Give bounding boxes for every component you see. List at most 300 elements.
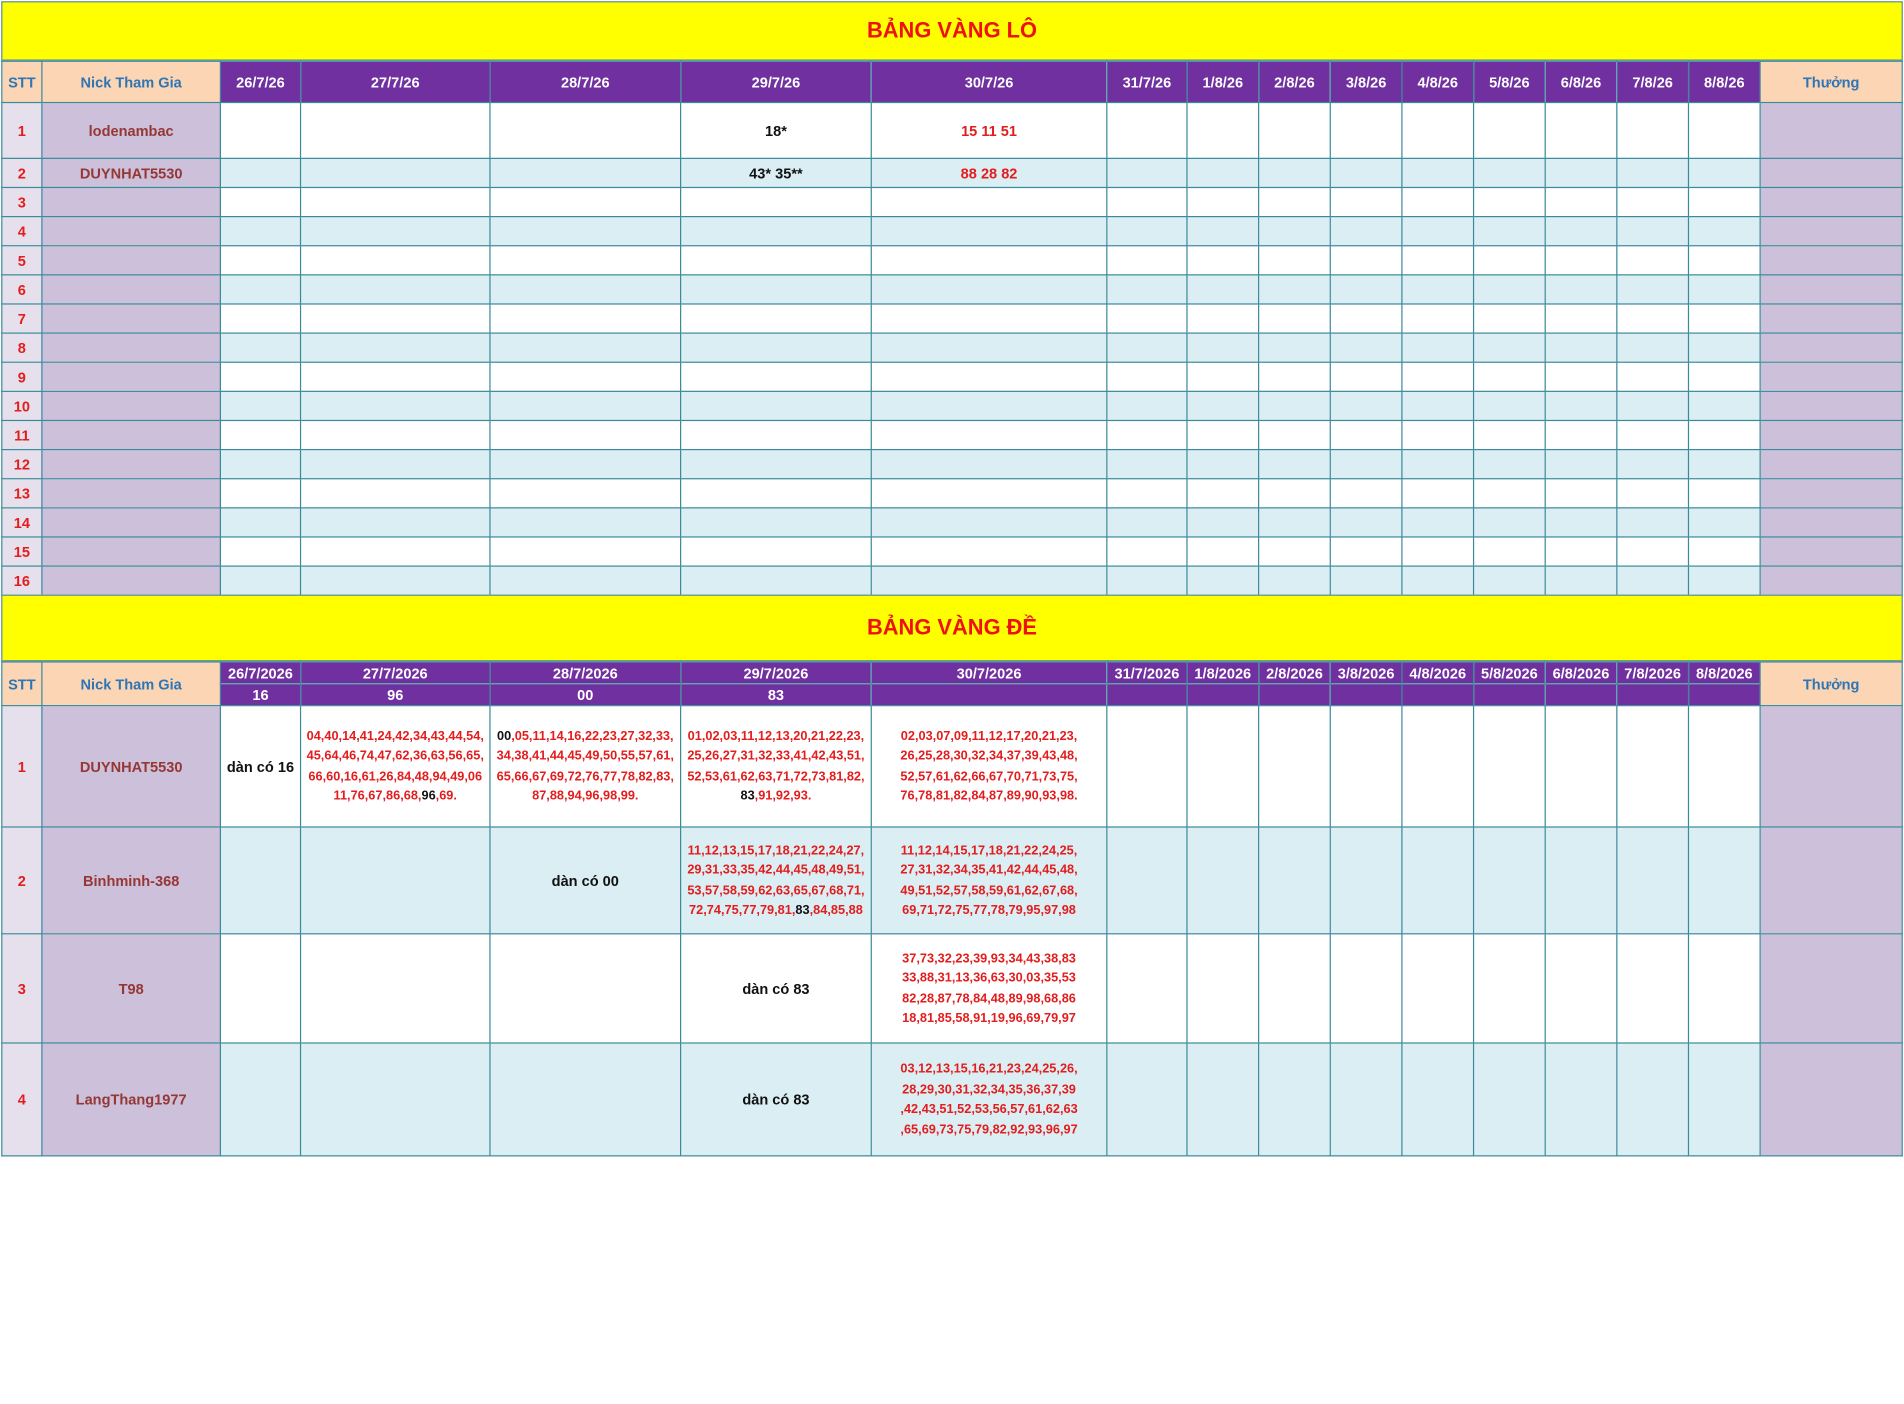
lo-cell[interactable]: [1688, 450, 1760, 479]
lo-cell[interactable]: [1107, 566, 1187, 595]
lo-cell[interactable]: [1107, 450, 1187, 479]
lo-cell[interactable]: [1259, 246, 1331, 275]
lo-cell[interactable]: [871, 362, 1107, 391]
lo-cell[interactable]: [1259, 158, 1331, 187]
lo-cell[interactable]: [1330, 362, 1402, 391]
lo-cell[interactable]: [1330, 537, 1402, 566]
lo-cell[interactable]: [1474, 275, 1546, 304]
lo-cell[interactable]: [681, 304, 872, 333]
lo-cell[interactable]: [1259, 566, 1331, 595]
lo-cell[interactable]: [1617, 275, 1689, 304]
lo-cell[interactable]: [301, 479, 490, 508]
lo-cell[interactable]: [1474, 566, 1546, 595]
lo-cell[interactable]: [490, 420, 681, 449]
lo-cell[interactable]: [1474, 103, 1546, 159]
lo-cell[interactable]: [1187, 391, 1259, 420]
lo-cell[interactable]: [220, 537, 300, 566]
lo-cell[interactable]: [301, 275, 490, 304]
lo-cell[interactable]: [1259, 103, 1331, 159]
lo-cell[interactable]: [1474, 304, 1546, 333]
lo-cell[interactable]: [220, 420, 300, 449]
lo-cell[interactable]: [220, 362, 300, 391]
lo-cell[interactable]: [1402, 391, 1474, 420]
lo-cell[interactable]: [490, 566, 681, 595]
date-header: 4/8/26: [1402, 61, 1474, 102]
de-cell[interactable]: [1187, 1043, 1259, 1156]
lo-cell[interactable]: [871, 508, 1107, 537]
lo-cell[interactable]: [1688, 187, 1760, 216]
de-cell[interactable]: [301, 934, 490, 1043]
lo-cell[interactable]: [1688, 537, 1760, 566]
lo-cell[interactable]: [1330, 333, 1402, 362]
lo-cell[interactable]: [301, 304, 490, 333]
date-header: 31/7/26: [1107, 61, 1187, 102]
de-cell[interactable]: [1402, 706, 1474, 827]
lo-cell[interactable]: [681, 333, 872, 362]
lo-cell[interactable]: [1187, 537, 1259, 566]
lo-cell[interactable]: [1402, 450, 1474, 479]
de-cell[interactable]: [1545, 1043, 1617, 1156]
lo-cell[interactable]: [1330, 479, 1402, 508]
lo-cell[interactable]: [1259, 450, 1331, 479]
lo-cell[interactable]: [1402, 103, 1474, 159]
lo-cell[interactable]: [1107, 537, 1187, 566]
lo-cell[interactable]: [1402, 508, 1474, 537]
lo-cell[interactable]: [1402, 246, 1474, 275]
lo-cell[interactable]: [871, 391, 1107, 420]
lo-cell[interactable]: [1107, 275, 1187, 304]
lo-cell[interactable]: [681, 246, 872, 275]
de-cell[interactable]: [1187, 934, 1259, 1043]
lo-cell[interactable]: [1545, 391, 1617, 420]
lo-cell[interactable]: [871, 187, 1107, 216]
de-cell[interactable]: [1402, 1043, 1474, 1156]
lo-cell[interactable]: [1617, 391, 1689, 420]
de-cell[interactable]: [490, 706, 681, 827]
date-header: 2/8/26: [1259, 61, 1331, 102]
de-cell[interactable]: [871, 706, 1107, 827]
row-number: 8: [2, 333, 42, 362]
de-cell[interactable]: [1330, 827, 1402, 934]
lo-cell[interactable]: [1330, 420, 1402, 449]
lo-cell[interactable]: [871, 246, 1107, 275]
lo-cell[interactable]: [490, 158, 681, 187]
lo-cell[interactable]: [1259, 479, 1331, 508]
lo-cell[interactable]: [1187, 333, 1259, 362]
lo-cell[interactable]: [681, 362, 872, 391]
lo-cell[interactable]: [681, 450, 872, 479]
lo-cell[interactable]: [1330, 508, 1402, 537]
lo-cell[interactable]: [871, 275, 1107, 304]
lo-cell[interactable]: [1402, 158, 1474, 187]
lo-cell[interactable]: [1688, 103, 1760, 159]
de-cell[interactable]: [490, 827, 681, 934]
lo-cell[interactable]: [1474, 333, 1546, 362]
lo-cell[interactable]: [220, 217, 300, 246]
lo-cell[interactable]: [1617, 479, 1689, 508]
de-cell[interactable]: [301, 706, 490, 827]
lo-cell[interactable]: [871, 217, 1107, 246]
lo-cell[interactable]: [1187, 217, 1259, 246]
lo-cell[interactable]: [490, 450, 681, 479]
lo-cell[interactable]: [301, 537, 490, 566]
lo-cell[interactable]: [1402, 333, 1474, 362]
lo-cell[interactable]: [1259, 275, 1331, 304]
lo-cell[interactable]: [681, 537, 872, 566]
lo-cell[interactable]: [681, 479, 872, 508]
lo-cell[interactable]: [1688, 420, 1760, 449]
lo-cell[interactable]: [1617, 217, 1689, 246]
lo-cell[interactable]: [1617, 246, 1689, 275]
de-cell[interactable]: [1259, 706, 1331, 827]
nick-name: [42, 275, 221, 304]
lo-cell[interactable]: [681, 217, 872, 246]
nick-name: Binhminh-368: [42, 827, 221, 934]
de-cell[interactable]: [1688, 706, 1760, 827]
lo-cell[interactable]: [1474, 217, 1546, 246]
lo-cell[interactable]: [1330, 158, 1402, 187]
lo-cell[interactable]: 43* 35**: [681, 158, 872, 187]
de-cell[interactable]: [1474, 1043, 1546, 1156]
lo-cell[interactable]: [1330, 304, 1402, 333]
de-cell[interactable]: [1545, 934, 1617, 1043]
lo-cell[interactable]: [1688, 333, 1760, 362]
lo-cell[interactable]: [871, 304, 1107, 333]
lo-cell[interactable]: 18*: [681, 103, 872, 159]
lo-cell[interactable]: [1259, 187, 1331, 216]
lo-cell[interactable]: [1187, 362, 1259, 391]
lo-cell[interactable]: [1688, 304, 1760, 333]
date-header: 3/8/2026: [1330, 662, 1402, 684]
lo-cell[interactable]: [1617, 103, 1689, 159]
lo-cell[interactable]: [301, 566, 490, 595]
lo-cell[interactable]: [1330, 246, 1402, 275]
lo-cell[interactable]: [1107, 391, 1187, 420]
lo-cell[interactable]: [301, 103, 490, 159]
lo-cell[interactable]: [1330, 391, 1402, 420]
lo-cell[interactable]: [1545, 246, 1617, 275]
de-cell[interactable]: [1330, 706, 1402, 827]
de-cell[interactable]: [490, 934, 681, 1043]
lo-cell[interactable]: [681, 187, 872, 216]
lo-cell[interactable]: [1688, 566, 1760, 595]
lo-cell[interactable]: [1107, 508, 1187, 537]
lo-cell[interactable]: [301, 158, 490, 187]
lo-cell[interactable]: [1402, 537, 1474, 566]
de-cell[interactable]: [681, 1043, 872, 1156]
row-number: 14: [2, 508, 42, 537]
lo-cell[interactable]: [1474, 246, 1546, 275]
lo-cell[interactable]: [681, 391, 872, 420]
lo-cell[interactable]: [220, 508, 300, 537]
de-cell[interactable]: [1107, 706, 1187, 827]
lo-cell[interactable]: [1107, 103, 1187, 159]
lo-cell[interactable]: [1107, 246, 1187, 275]
lo-cell[interactable]: [1474, 362, 1546, 391]
lo-cell[interactable]: [1187, 479, 1259, 508]
lo-cell[interactable]: [681, 566, 872, 595]
nick-name: [42, 391, 221, 420]
lo-cell[interactable]: [681, 420, 872, 449]
lo-cell[interactable]: [1617, 508, 1689, 537]
lo-cell[interactable]: [1545, 566, 1617, 595]
de-cell[interactable]: [220, 934, 300, 1043]
lo-cell[interactable]: [1545, 217, 1617, 246]
lo-cell[interactable]: [1474, 187, 1546, 216]
de-cell[interactable]: [1474, 934, 1546, 1043]
de-cell[interactable]: [1545, 706, 1617, 827]
lo-cell[interactable]: [1107, 304, 1187, 333]
lo-cell[interactable]: [871, 333, 1107, 362]
lo-cell[interactable]: [1402, 566, 1474, 595]
de-cell[interactable]: [1688, 1043, 1760, 1156]
number-line: 04,40,14,41,24,42,34,43,44,54,: [306, 728, 484, 744]
de-cell[interactable]: [220, 827, 300, 934]
lo-cell[interactable]: [1107, 479, 1187, 508]
lo-cell[interactable]: [1688, 362, 1760, 391]
lo-cell[interactable]: 15 11 51: [871, 103, 1107, 159]
de-cell[interactable]: [1688, 827, 1760, 934]
lo-cell[interactable]: [301, 508, 490, 537]
de-cell[interactable]: [871, 934, 1107, 1043]
de-cell[interactable]: [681, 934, 872, 1043]
de-cell[interactable]: [1474, 706, 1546, 827]
lo-cell[interactable]: [1474, 479, 1546, 508]
lo-cell[interactable]: [1259, 217, 1331, 246]
de-cell[interactable]: [1617, 1043, 1689, 1156]
lo-cell[interactable]: [1107, 187, 1187, 216]
de-cell[interactable]: [1330, 934, 1402, 1043]
de-cell[interactable]: [1330, 1043, 1402, 1156]
de-cell[interactable]: [1107, 1043, 1187, 1156]
lo-cell[interactable]: [1474, 391, 1546, 420]
lo-cell[interactable]: [1402, 187, 1474, 216]
lo-cell[interactable]: [1474, 420, 1546, 449]
lo-cell[interactable]: [1402, 275, 1474, 304]
lo-cell[interactable]: [1688, 508, 1760, 537]
de-cell[interactable]: [871, 1043, 1107, 1156]
lo-cell[interactable]: [301, 187, 490, 216]
lo-cell[interactable]: [1474, 508, 1546, 537]
number-line: 11,12,14,15,17,18,21,22,24,25,: [900, 842, 1078, 858]
lo-cell[interactable]: [1688, 391, 1760, 420]
bonus-cell: [1760, 333, 1902, 362]
lo-cell[interactable]: [1259, 391, 1331, 420]
lo-cell[interactable]: [1259, 508, 1331, 537]
lo-cell[interactable]: [490, 479, 681, 508]
lo-cell[interactable]: [1330, 566, 1402, 595]
number-line: 82,28,87,78,84,48,89,98,68,86: [902, 990, 1076, 1006]
lo-cell[interactable]: [1402, 304, 1474, 333]
lo-cell[interactable]: [220, 450, 300, 479]
lo-cell[interactable]: [1545, 158, 1617, 187]
lo-cell[interactable]: [490, 537, 681, 566]
lo-cell[interactable]: [220, 187, 300, 216]
de-cell[interactable]: [1402, 827, 1474, 934]
lo-cell[interactable]: [1107, 333, 1187, 362]
lo-cell[interactable]: [490, 275, 681, 304]
number-line: 49,51,52,57,58,59,61,62,67,68,: [900, 882, 1078, 898]
lo-cell[interactable]: [1545, 187, 1617, 216]
lo-cell[interactable]: [220, 479, 300, 508]
lo-cell[interactable]: 88 28 82: [871, 158, 1107, 187]
lo-cell[interactable]: [1107, 420, 1187, 449]
lo-cell[interactable]: [1187, 187, 1259, 216]
nick-name: [42, 362, 221, 391]
lo-cell[interactable]: [681, 275, 872, 304]
bonus-cell: [1760, 275, 1902, 304]
number-list: [872, 726, 1106, 806]
de-cell[interactable]: [1187, 827, 1259, 934]
de-cell[interactable]: [301, 1043, 490, 1156]
lo-cell[interactable]: [1187, 420, 1259, 449]
lo-cell[interactable]: [1617, 187, 1689, 216]
lo-cell[interactable]: [1545, 479, 1617, 508]
lo-cell[interactable]: [1187, 450, 1259, 479]
lo-cell[interactable]: [220, 246, 300, 275]
table-row: [2, 304, 1902, 333]
lo-cell[interactable]: [1107, 217, 1187, 246]
de-cell[interactable]: [220, 706, 300, 827]
lo-cell[interactable]: [1330, 450, 1402, 479]
lo-cell[interactable]: [1474, 450, 1546, 479]
lo-cell[interactable]: [1259, 362, 1331, 391]
lo-cell[interactable]: [1330, 217, 1402, 246]
lo-cell[interactable]: [490, 333, 681, 362]
lo-cell[interactable]: [871, 450, 1107, 479]
lo-cell[interactable]: [301, 450, 490, 479]
lo-cell[interactable]: [490, 246, 681, 275]
row-number: 6: [2, 275, 42, 304]
de-cell[interactable]: [1259, 934, 1331, 1043]
lo-cell[interactable]: [1402, 420, 1474, 449]
lo-cell[interactable]: [301, 391, 490, 420]
lo-cell[interactable]: [301, 217, 490, 246]
de-cell[interactable]: [1259, 827, 1331, 934]
lo-cell[interactable]: [1259, 333, 1331, 362]
lo-cell[interactable]: [1474, 537, 1546, 566]
lo-cell[interactable]: [1402, 217, 1474, 246]
lo-cell[interactable]: [1617, 566, 1689, 595]
lo-cell[interactable]: [1617, 420, 1689, 449]
lo-cell[interactable]: [1187, 103, 1259, 159]
lo-cell[interactable]: [1617, 537, 1689, 566]
lo-cell[interactable]: [1107, 362, 1187, 391]
de-cell[interactable]: [681, 706, 872, 827]
lo-cell[interactable]: [1545, 508, 1617, 537]
lo-cell[interactable]: [1688, 246, 1760, 275]
lo-cell[interactable]: [1545, 275, 1617, 304]
lo-cell[interactable]: [1545, 537, 1617, 566]
lo-cell[interactable]: [1330, 187, 1402, 216]
lo-cell[interactable]: [301, 246, 490, 275]
lo-cell[interactable]: [301, 362, 490, 391]
lo-cell[interactable]: [1402, 362, 1474, 391]
lo-cell[interactable]: [871, 537, 1107, 566]
lo-cell[interactable]: [1545, 333, 1617, 362]
lo-cell[interactable]: [1187, 566, 1259, 595]
de-cell[interactable]: [1402, 934, 1474, 1043]
lo-cell[interactable]: [1187, 508, 1259, 537]
de-cell[interactable]: [1259, 1043, 1331, 1156]
lo-cell[interactable]: [1259, 304, 1331, 333]
de-cell[interactable]: [1474, 827, 1546, 934]
lo-cell[interactable]: [681, 508, 872, 537]
lo-cell[interactable]: [1617, 158, 1689, 187]
lo-cell[interactable]: [1187, 304, 1259, 333]
de-cell[interactable]: [871, 827, 1107, 934]
lo-cell[interactable]: [490, 103, 681, 159]
lo-cell[interactable]: [1474, 158, 1546, 187]
de-cell[interactable]: [1617, 827, 1689, 934]
date-header: 27/7/2026: [301, 662, 490, 684]
lo-cell[interactable]: [1545, 304, 1617, 333]
de-cell[interactable]: [681, 827, 872, 934]
lo-cell[interactable]: [490, 391, 681, 420]
de-cell[interactable]: [1545, 827, 1617, 934]
lo-cell[interactable]: [1688, 158, 1760, 187]
lo-cell[interactable]: [1617, 362, 1689, 391]
lo-cell[interactable]: [490, 304, 681, 333]
lo-cell[interactable]: [1545, 103, 1617, 159]
lo-cell[interactable]: [490, 508, 681, 537]
de-cell[interactable]: [220, 1043, 300, 1156]
lo-cell[interactable]: [220, 304, 300, 333]
lo-cell[interactable]: [1688, 217, 1760, 246]
lo-cell[interactable]: [220, 333, 300, 362]
lo-cell[interactable]: [220, 103, 300, 159]
lo-cell[interactable]: [871, 479, 1107, 508]
lo-cell[interactable]: [1187, 246, 1259, 275]
lo-cell[interactable]: [1545, 450, 1617, 479]
de-cell[interactable]: [1617, 706, 1689, 827]
lo-cell[interactable]: [1330, 275, 1402, 304]
de-cell[interactable]: [301, 827, 490, 934]
lo-cell[interactable]: [301, 333, 490, 362]
lo-cell[interactable]: [1688, 275, 1760, 304]
lo-cell[interactable]: [1259, 420, 1331, 449]
lo-cell[interactable]: [1402, 479, 1474, 508]
lo-cell[interactable]: [871, 566, 1107, 595]
de-cell[interactable]: [1688, 934, 1760, 1043]
de-cell[interactable]: [1617, 934, 1689, 1043]
lo-cell[interactable]: [220, 566, 300, 595]
de-cell[interactable]: [1107, 827, 1187, 934]
lo-cell[interactable]: [220, 158, 300, 187]
lo-cell[interactable]: [220, 391, 300, 420]
lo-cell[interactable]: [1688, 479, 1760, 508]
lo-cell[interactable]: [1107, 158, 1187, 187]
lo-cell[interactable]: [1545, 362, 1617, 391]
lo-cell[interactable]: [1187, 158, 1259, 187]
lo-cell[interactable]: [490, 217, 681, 246]
lo-cell[interactable]: [1259, 537, 1331, 566]
lo-cell[interactable]: [1545, 420, 1617, 449]
lo-cell[interactable]: [1617, 450, 1689, 479]
lo-cell[interactable]: [871, 420, 1107, 449]
lo-cell[interactable]: [301, 420, 490, 449]
lo-cell[interactable]: [1330, 103, 1402, 159]
lo-cell[interactable]: [490, 187, 681, 216]
lo-cell[interactable]: [1617, 333, 1689, 362]
lo-cell[interactable]: [1187, 275, 1259, 304]
de-cell[interactable]: [1107, 934, 1187, 1043]
lo-cell[interactable]: [220, 275, 300, 304]
de-cell[interactable]: [1187, 706, 1259, 827]
lo-cell[interactable]: [1617, 304, 1689, 333]
de-cell[interactable]: [490, 1043, 681, 1156]
lo-cell[interactable]: [490, 362, 681, 391]
